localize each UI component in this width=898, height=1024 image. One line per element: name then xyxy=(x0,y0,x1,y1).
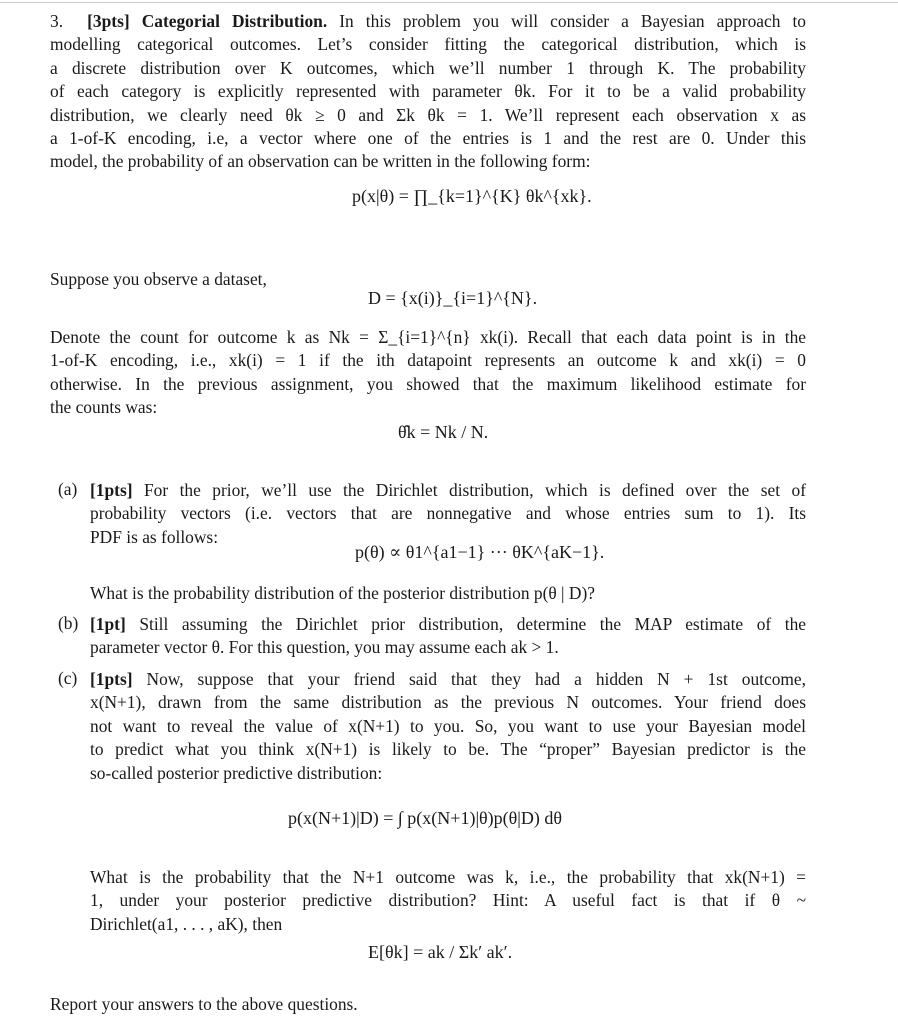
part-c-label: (c) xyxy=(58,668,78,688)
part-a-points: [1pts] xyxy=(90,480,133,500)
part-c-line-1: Now, suppose that your friend said that they had a hidden N + 1st outcome, xyxy=(146,669,806,689)
intro-line-2: modelling categorical outcomes. Let’s consider fitting the categorical distribution, which is xyxy=(50,34,806,55)
part-a-line-3: PDF is as follows: xyxy=(90,526,219,547)
part-c-question-line-2: 1, under your posterior predictive distribution? Hint: A useful fact is that if θ ~ xyxy=(90,890,806,911)
part-b-text xyxy=(90,613,806,660)
equation-dataset: D = {x(i)}_{i=1}^{N}. xyxy=(368,288,538,308)
intro-line-7: model, the probability of an observation can be written in the following form: xyxy=(50,151,591,172)
count-line-2: 1-of-K encoding, i.e., xk(i) = 1 if the ith datapoint represents an outcome k and xk(i) = 0 xyxy=(50,350,806,371)
top-rule xyxy=(0,2,898,3)
equation-dirichlet-prior: p(θ) ∝ θ1^{a1−1} ··· θK^{aK−1}. xyxy=(355,542,605,562)
problem-points: [3pts] xyxy=(87,11,130,31)
part-c-question-line-1: What is the probability that the N+1 outcome was k, i.e., the probability that xk(N+1) = xyxy=(90,867,806,887)
equation-mle: θ̂k = Nk / N. xyxy=(398,422,489,442)
part-c-question xyxy=(90,866,806,936)
problem-intro xyxy=(50,10,806,174)
intro-line-5: distribution, we clearly need θk ≥ 0 and Σk θk = 1. We’ll represent each observation x as xyxy=(50,104,806,125)
intro-line-6: a 1-of-K encoding, i.e, a vector where one of the entries is 1 and the rest are 0. Under this xyxy=(50,128,806,149)
part-b-line-1: Still assuming the Dirichlet prior distribution, determine the MAP estimate of the xyxy=(139,614,806,634)
part-c-line-3: not want to reveal the value of x(N+1) to you. So, you want to use your Bayesian model xyxy=(90,715,806,736)
part-c-line-4: to predict what you think x(N+1) is likely to be. The “proper” Bayesian predictor is the xyxy=(90,739,806,760)
part-c-text xyxy=(90,668,806,785)
dataset-text: Suppose you observe a dataset, xyxy=(50,269,267,289)
part-c-line-5: so-called posterior predictive distribution: xyxy=(90,762,383,783)
part-a-question: What is the probability distribution of the posterior distribution p(θ | D)? xyxy=(90,583,595,603)
equation-likelihood: p(x|θ) = ∏_{k=1}^{K} θk^{xk}. xyxy=(352,186,592,206)
part-a-text xyxy=(90,479,806,549)
equation-dirichlet-mean: E[θk] = ak / Σk′ ak′. xyxy=(368,942,513,962)
part-a-line-1: For the prior, we’ll use the Dirichlet distribution, which is defined over the set of xyxy=(143,480,806,500)
closing-text: Report your answers to the above questions. xyxy=(50,994,358,1014)
part-a-label: (a) xyxy=(58,479,78,499)
part-c-line-2: x(N+1), drawn from the same distribution as the previous N outcomes. Your friend does xyxy=(90,692,806,713)
part-a-line-2: probability vectors (i.e. vectors that are nonnegative and whose entries sum to 1). Its xyxy=(90,503,806,524)
part-c-points: [1pts] xyxy=(90,669,133,689)
intro-line-1: In this problem you will consider a Bayesian approach to xyxy=(339,11,806,31)
intro-line-3: a discrete distribution over K outcomes, which we’ll number 1 through K. The probability xyxy=(50,57,806,78)
count-paragraph xyxy=(50,326,806,420)
part-b-line-2: parameter vector θ. For this question, you may assume each ak > 1. xyxy=(90,637,559,658)
problem-number: 3. xyxy=(50,11,64,31)
count-line-3: otherwise. In the previous assignment, you showed that the maximum likelihood estimate for xyxy=(50,373,806,394)
part-c-question-line-3: Dirichlet(a1, . . . , aK), then xyxy=(90,913,283,934)
intro-line-4: of each category is explicitly represented with parameter θk. For it to be a valid probability xyxy=(50,81,806,102)
count-line-1: Denote the count for outcome k as Nk = Σ_{i=1}^{n} xk(i). Recall that each data point is in the xyxy=(50,327,806,347)
count-line-4: the counts was: xyxy=(50,397,158,418)
equation-posterior-predictive: p(x(N+1)|D) = ∫ p(x(N+1)|θ)p(θ|D) dθ xyxy=(288,808,562,828)
part-b-label: (b) xyxy=(58,613,79,633)
part-b-points: [1pt] xyxy=(90,614,126,634)
problem-title: Categorial Distribution. xyxy=(141,11,328,31)
